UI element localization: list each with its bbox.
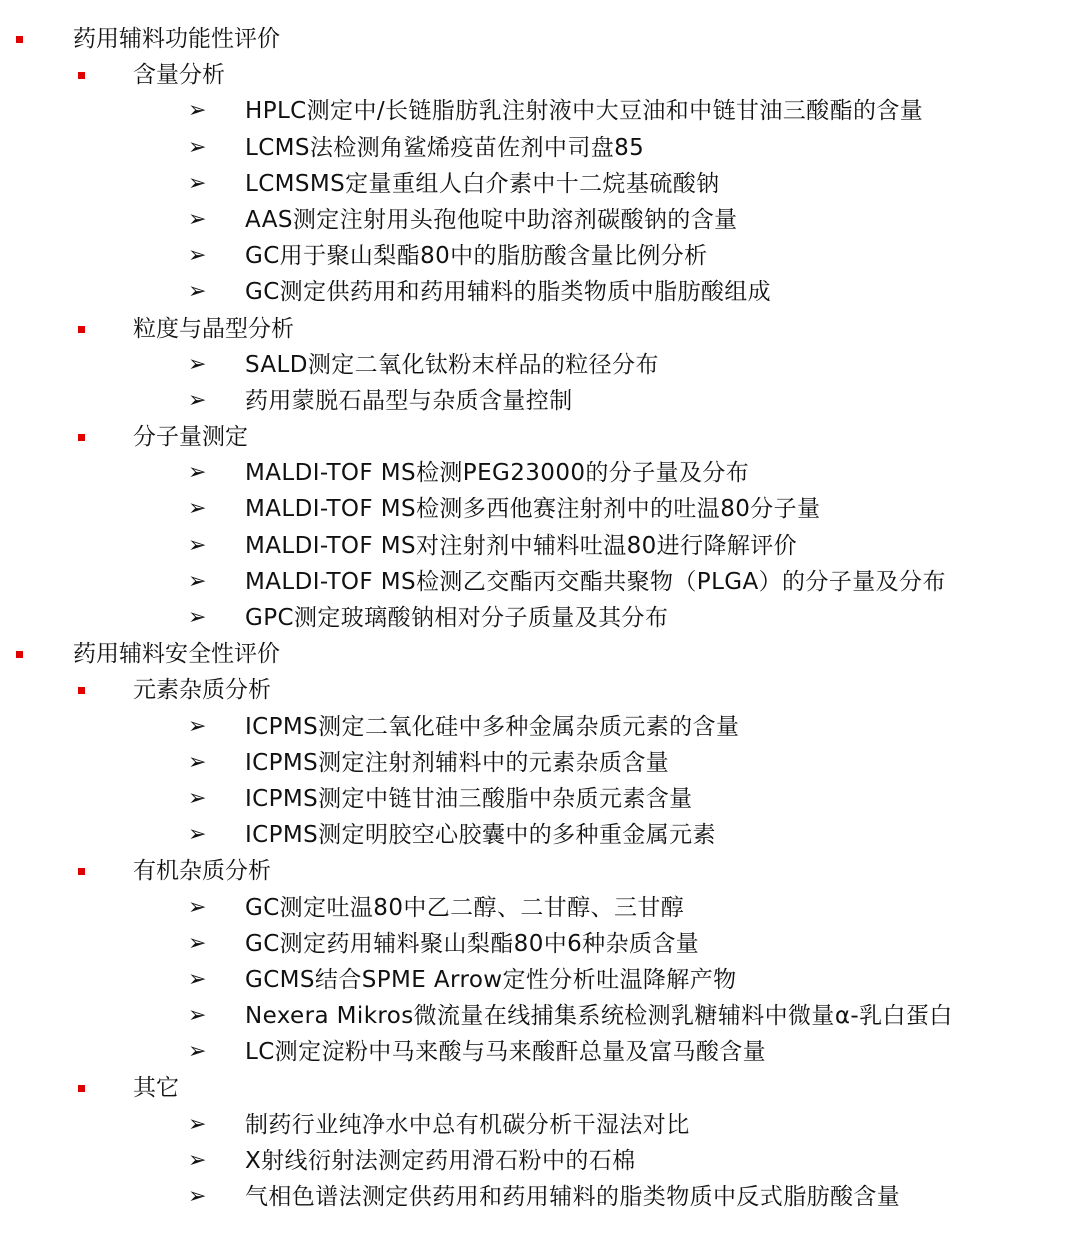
list-item xyxy=(0,1034,1080,1070)
outline-document xyxy=(0,21,1080,1215)
list-item xyxy=(0,238,1080,274)
red-square-bullet-icon xyxy=(78,326,85,333)
list-item-text: 制药行业纯净水中总有机碳分析干湿法对比 xyxy=(245,1111,690,1138)
arrowhead-bullet-icon: ➢ xyxy=(188,243,207,269)
section-heading xyxy=(0,636,1080,672)
list-item xyxy=(0,600,1080,636)
arrowhead-bullet-icon: ➢ xyxy=(188,1184,207,1209)
red-square-bullet-icon xyxy=(78,72,85,79)
red-square-bullet-icon xyxy=(78,687,85,694)
red-square-bullet-icon xyxy=(78,434,85,441)
section-heading-text: 药用辅料安全性评价 xyxy=(73,641,280,668)
list-item xyxy=(0,274,1080,310)
list-item xyxy=(0,890,1080,926)
list-item xyxy=(0,1143,1080,1179)
red-square-bullet-icon xyxy=(16,21,23,57)
list-item xyxy=(0,745,1080,781)
list-item-text: X射线衍射法测定药用滑石粉中的石棉 xyxy=(245,1147,636,1174)
group-heading-text: 元素杂质分析 xyxy=(133,677,271,704)
group-heading xyxy=(0,419,1080,455)
red-square-bullet-icon xyxy=(78,672,85,708)
list-item xyxy=(0,383,1080,419)
arrowhead-bullet-icon: ➢ xyxy=(188,387,207,413)
group-heading-text: 含量分析 xyxy=(133,62,225,89)
group-heading xyxy=(0,672,1080,708)
list-item-text: ICPMS测定中链甘油三酸脂中杂质元素含量 xyxy=(245,785,693,812)
arrowhead-bullet-icon: ➢ xyxy=(188,749,207,775)
arrowhead-bullet-icon: ➢ xyxy=(188,822,207,848)
list-item xyxy=(0,709,1080,745)
list-item xyxy=(0,130,1080,166)
list-item xyxy=(0,1179,1080,1215)
arrowhead-bullet-icon: ➢ xyxy=(188,785,207,811)
list-item-text: 药用蒙脱石晶型与杂质含量控制 xyxy=(245,387,573,414)
red-square-bullet-icon xyxy=(78,1070,85,1106)
arrowhead-bullet-icon: ➢ xyxy=(188,206,207,232)
list-item xyxy=(0,781,1080,817)
list-item-text: 气相色谱法测定供药用和药用辅料的脂类物质中反式脂肪酸含量 xyxy=(245,1184,901,1210)
list-item xyxy=(0,166,1080,202)
group-heading xyxy=(0,853,1080,889)
list-item-text: LCMSMS定量重组人白介素中十二烷基硫酸钠 xyxy=(245,170,720,197)
arrowhead-bullet-icon: ➢ xyxy=(188,1003,207,1029)
list-item xyxy=(0,564,1080,600)
arrowhead-bullet-icon: ➢ xyxy=(188,894,207,920)
arrowhead-bullet-icon: ➢ xyxy=(188,532,207,558)
group-heading-text: 其它 xyxy=(133,1075,179,1102)
list-item-text: LC测定淀粉中马来酸与马来酸酐总量及富马酸含量 xyxy=(245,1039,767,1066)
list-item-text: GC用于聚山梨酯80中的脂肪酸含量比例分析 xyxy=(245,243,708,270)
list-item-text: Nexera Mikros微流量在线捕集系统检测乳糖辅料中微量α-乳白蛋白 xyxy=(245,1003,953,1030)
list-item xyxy=(0,1107,1080,1143)
section-heading xyxy=(0,21,1080,57)
arrowhead-bullet-icon: ➢ xyxy=(188,1147,207,1173)
red-square-bullet-icon xyxy=(78,419,85,455)
arrowhead-bullet-icon: ➢ xyxy=(188,134,207,160)
red-square-bullet-icon xyxy=(78,868,85,875)
list-item xyxy=(0,817,1080,853)
arrowhead-bullet-icon: ➢ xyxy=(188,1039,207,1065)
list-item-text: MALDI-TOF MS检测多西他赛注射剂中的吐温80分子量 xyxy=(245,496,821,523)
red-square-bullet-icon xyxy=(78,311,85,347)
list-item xyxy=(0,202,1080,238)
list-item xyxy=(0,491,1080,527)
list-item xyxy=(0,926,1080,962)
arrowhead-bullet-icon: ➢ xyxy=(188,98,207,124)
list-item-text: GC测定吐温80中乙二醇、二甘醇、三甘醇 xyxy=(245,894,685,921)
red-square-bullet-icon xyxy=(16,651,23,658)
red-square-bullet-icon xyxy=(16,636,23,672)
list-item-text: LCMS法检测角鲨烯疫苗佐剂中司盘85 xyxy=(245,134,645,161)
arrowhead-bullet-icon: ➢ xyxy=(188,966,207,992)
arrowhead-bullet-icon: ➢ xyxy=(188,279,207,305)
red-square-bullet-icon xyxy=(78,57,85,93)
group-heading-text: 分子量测定 xyxy=(133,424,248,451)
arrowhead-bullet-icon: ➢ xyxy=(188,713,207,739)
arrowhead-bullet-icon: ➢ xyxy=(188,351,207,377)
red-square-bullet-icon xyxy=(78,1085,85,1092)
arrowhead-bullet-icon: ➢ xyxy=(188,496,207,522)
arrowhead-bullet-icon: ➢ xyxy=(188,568,207,594)
group-heading-text: 粒度与晶型分析 xyxy=(133,315,294,342)
list-item-text: ICPMS测定二氧化硅中多种金属杂质元素的含量 xyxy=(245,713,740,740)
list-item-text: MALDI-TOF MS检测乙交酯丙交酯共聚物（PLGA）的分子量及分布 xyxy=(245,568,946,595)
list-item xyxy=(0,93,1080,129)
list-item-text: GC测定药用辅料聚山梨酯80中6种杂质含量 xyxy=(245,930,700,957)
list-item-text: GPC测定玻璃酸钠相对分子质量及其分布 xyxy=(245,605,669,631)
list-item-text: GCMS结合SPME Arrow定性分析吐温降解产物 xyxy=(245,966,737,993)
list-item-text: MALDI-TOF MS对注射剂中辅料吐温80进行降解评价 xyxy=(245,532,798,559)
list-item xyxy=(0,998,1080,1034)
group-heading-text: 有机杂质分析 xyxy=(133,858,271,885)
group-heading xyxy=(0,311,1080,347)
list-item-text: SALD测定二氧化钛粉末样品的粒径分布 xyxy=(245,351,659,378)
list-item xyxy=(0,528,1080,564)
arrowhead-bullet-icon: ➢ xyxy=(188,170,207,196)
red-square-bullet-icon xyxy=(78,853,85,889)
arrowhead-bullet-icon: ➢ xyxy=(188,460,207,486)
list-item-text: ICPMS测定明胶空心胶囊中的多种重金属元素 xyxy=(245,822,716,849)
list-item xyxy=(0,962,1080,998)
list-item-text: MALDI-TOF MS检测PEG23000的分子量及分布 xyxy=(245,460,750,487)
group-heading xyxy=(0,57,1080,93)
red-square-bullet-icon xyxy=(16,36,23,43)
list-item-text: HPLC测定中/长链脂肪乳注射液中大豆油和中链甘油三酸酯的含量 xyxy=(245,98,924,125)
list-item-text: GC测定供药用和药用辅料的脂类物质中脂肪酸组成 xyxy=(245,279,772,306)
group-heading xyxy=(0,1070,1080,1106)
arrowhead-bullet-icon: ➢ xyxy=(188,605,207,630)
list-item xyxy=(0,347,1080,383)
section-heading-text: 药用辅料功能性评价 xyxy=(73,26,280,52)
list-item-text: ICPMS测定注射剂辅料中的元素杂质含量 xyxy=(245,749,670,776)
arrowhead-bullet-icon: ➢ xyxy=(188,1111,207,1137)
list-item-text: AAS测定注射用头孢他啶中助溶剂碳酸钠的含量 xyxy=(245,206,738,233)
list-item xyxy=(0,455,1080,491)
arrowhead-bullet-icon: ➢ xyxy=(188,930,207,956)
